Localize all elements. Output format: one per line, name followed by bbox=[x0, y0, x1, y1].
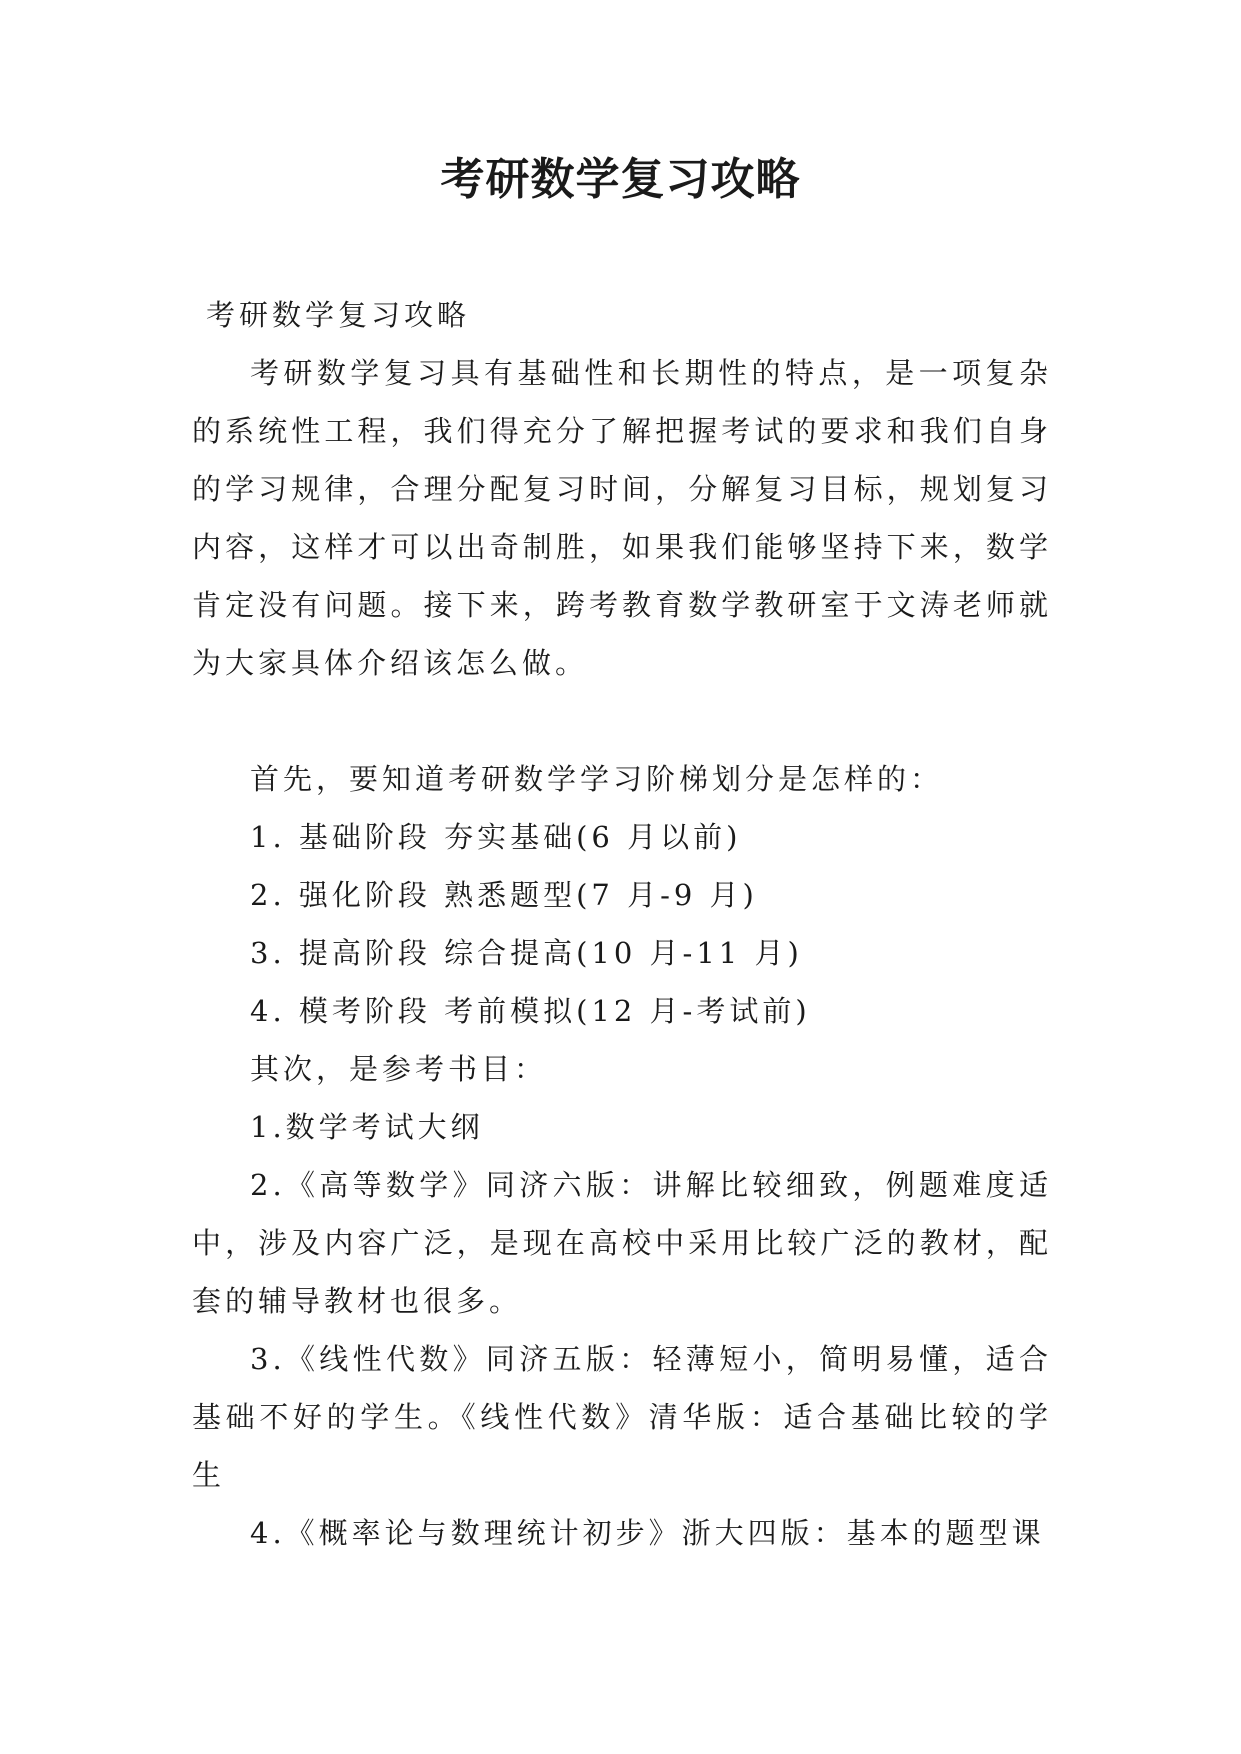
document-body bbox=[192, 286, 1052, 1562]
document-subtitle: 考研数学复习攻略 bbox=[206, 298, 471, 332]
stages-heading: 首先，要知道考研数学学习阶梯划分是怎样的： bbox=[250, 762, 944, 796]
document-title: 考研数学复习攻略 bbox=[440, 154, 801, 205]
book-item: 4.《概率论与数理统计初步》浙大四版：基本的题型课 bbox=[250, 1516, 1045, 1550]
paragraph-gap bbox=[192, 692, 1052, 750]
books-heading: 其次，是参考书目： bbox=[250, 1052, 548, 1086]
stage-item: 2. 强化阶段 熟悉题型(7 月-9 月) bbox=[250, 878, 758, 912]
intro-paragraph: 考研数学复习具有基础性和长期性的特点，是一项复杂的系统性工程，我们得充分了解把握考试的要求和我们自身的学习规律，合理分配复习时间，分解复习目标，规划复习内容，这样才可以出奇制胜，如果我们能够坚持下来，数学肯定没有问题。接下来，跨考教育数学教研室于文涛老师就为大家具体介绍该怎么做。 bbox=[192, 356, 1052, 680]
book-item: 1.数学考试大纲 bbox=[250, 1110, 484, 1144]
book-item: 3.《线性代数》同济五版：轻薄短小，简明易懂，适合基础不好的学生。《线性代数》清华版：适合基础比较的学生 bbox=[192, 1342, 1052, 1492]
stage-item: 4. 模考阶段 考前模拟(12 月-考试前) bbox=[250, 994, 811, 1028]
book-item: 2.《高等数学》同济六版：讲解比较细致，例题难度适中，涉及内容广泛，是现在高校中采用比较广泛的教材，配套的辅导教材也很多。 bbox=[192, 1168, 1052, 1318]
stage-item: 3. 提高阶段 综合提高(10 月-11 月) bbox=[250, 936, 803, 970]
stage-item: 1. 基础阶段 夯实基础(6 月以前) bbox=[250, 820, 742, 854]
